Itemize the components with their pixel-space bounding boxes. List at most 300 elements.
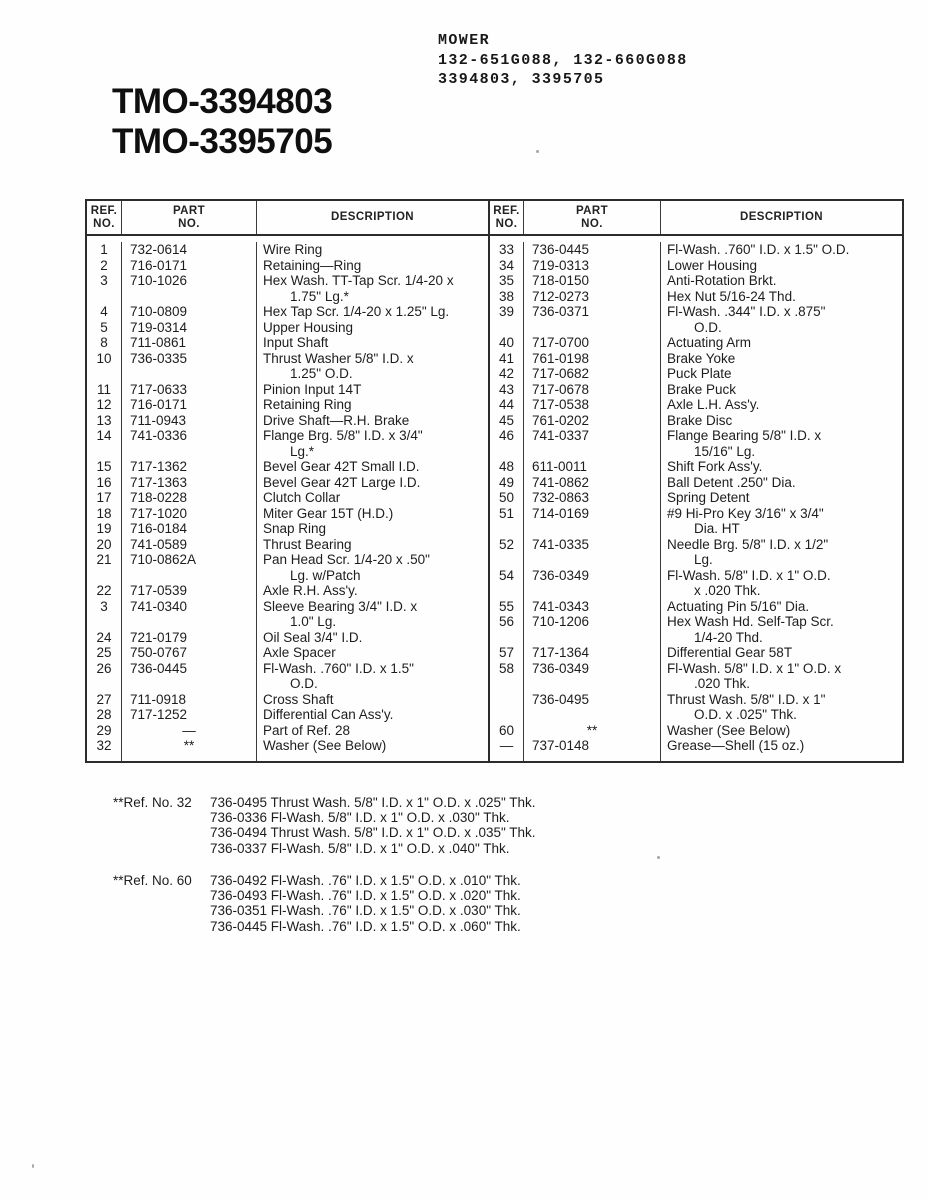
ref-no-cell: 24: [87, 630, 122, 646]
part-no-cell: 717-1252: [122, 707, 257, 723]
description-cell: Snap Ring: [263, 521, 327, 536]
part-no-cell: 717-1020: [122, 506, 257, 522]
table-row: [490, 475, 902, 491]
footnote-ref-32: [113, 795, 536, 856]
footnote-item: 736-0351 Fl-Wash. .76" I.D. x 1.5" O.D. x .030" Thk.: [210, 903, 521, 919]
scan-speck: [32, 1164, 34, 1168]
part-no-cell: 714-0169: [524, 506, 661, 522]
table-header-row: [87, 201, 488, 236]
ref-no-cell: 51: [490, 506, 524, 522]
footnote-item: 736-0493 Fl-Wash. .76" I.D. x 1.5" O.D. x .020" Thk.: [210, 888, 521, 904]
part-no-cell: 761-0198: [524, 351, 661, 367]
table-row-continuation: [490, 552, 902, 568]
table-row-continuation: [87, 366, 488, 382]
ref-no-cell: 54: [490, 568, 524, 584]
part-no-cell: 711-0918: [122, 692, 257, 708]
part-no-cell: 732-0863: [524, 490, 661, 506]
ref-no-cell: 38: [490, 289, 524, 305]
table-row: [490, 366, 902, 382]
table-row: [490, 568, 902, 584]
part-no-cell: 761-0202: [524, 413, 661, 429]
part-no-cell: 732-0614: [122, 242, 257, 258]
description-cell: Hex Nut 5/16-24 Thd.: [667, 288, 796, 304]
ref-no-cell: 48: [490, 459, 524, 475]
table-row: [87, 320, 488, 336]
table-row: [490, 661, 902, 677]
ref-no-cell: 17: [87, 490, 122, 506]
table-row: [490, 614, 902, 630]
ref-no-cell: [87, 614, 122, 630]
description-cell: 1.0" Lg.: [290, 614, 337, 629]
description-cell: Thrust Bearing: [263, 536, 352, 552]
footnote-item: 736-0336 Fl-Wash. 5/8" I.D. x 1" O.D. x .030" Thk.: [210, 810, 510, 826]
table-row: [490, 490, 902, 506]
part-no-cell: 750-0767: [122, 645, 257, 661]
description-cell: 1.25" O.D.: [290, 366, 353, 381]
ref-no-cell: 27: [87, 692, 122, 708]
machine-catalog-numbers: 3394803, 3395705: [438, 71, 605, 88]
table-row-continuation: [87, 568, 488, 584]
ref-no-cell: 8: [87, 335, 122, 351]
table-row: [490, 459, 902, 475]
part-no-cell: 719-0313: [524, 258, 661, 274]
document-title: [112, 82, 332, 162]
description-cell: Lg. w/Patch: [290, 567, 361, 583]
ref-no-cell: 2: [87, 258, 122, 274]
part-no-cell: 719-0314: [122, 320, 257, 336]
part-no-cell: 717-0682: [524, 366, 661, 382]
table-row: [490, 692, 902, 708]
description-cell: Washer (See Below): [263, 738, 387, 753]
ref-no-cell: [490, 320, 524, 336]
ref-no-cell: 55: [490, 599, 524, 615]
description-cell: Actuating Pin 5/16" Dia.: [667, 598, 810, 614]
part-no-cell: 717-0538: [524, 397, 661, 413]
column-header-description: DESCRIPTION: [331, 211, 414, 224]
ref-no-cell: [87, 366, 122, 382]
column-header-description: DESCRIPTION: [740, 211, 823, 224]
ref-no-cell: [490, 552, 524, 568]
title-line-2: TMO-3395705: [112, 122, 333, 161]
table-row: [87, 552, 488, 568]
ref-no-cell: 29: [87, 723, 122, 739]
parts-table-left-half: [87, 201, 490, 761]
footnote-label: **Ref. No. 60: [113, 873, 192, 888]
ref-no-cell: [87, 289, 122, 305]
table-row: [490, 258, 902, 274]
part-no-cell: 718-0150: [524, 273, 661, 289]
part-no-cell: 737-0148: [524, 738, 661, 754]
footnote-item: 736-0495 Thrust Wash. 5/8" I.D. x 1" O.D. x .025" Thk.: [210, 795, 536, 810]
table-row: [87, 242, 488, 258]
part-no-cell: 718-0228: [122, 490, 257, 506]
part-no-cell: 710-1206: [524, 614, 661, 630]
ref-no-cell: 35: [490, 273, 524, 289]
ref-no-cell: [490, 444, 524, 460]
part-no-cell: 717-0633: [122, 382, 257, 398]
machine-info: [438, 31, 688, 90]
table-row-continuation: [490, 444, 902, 460]
footnote-item: 736-0337 Fl-Wash. 5/8" I.D. x 1" O.D. x .040" Thk.: [210, 840, 510, 856]
description-cell: Hex Wash Hd. Self-Tap Scr.: [667, 614, 834, 629]
table-row: [490, 506, 902, 522]
ref-no-cell: [490, 676, 524, 692]
table-row: [490, 645, 902, 661]
part-no-cell: 710-0809: [122, 304, 257, 320]
ref-no-cell: [490, 521, 524, 537]
part-no-cell: [122, 289, 257, 305]
ref-no-cell: 13: [87, 413, 122, 429]
table-filler-row: [87, 754, 488, 762]
table-row-continuation: [87, 444, 488, 460]
description-cell: Brake Disc: [667, 412, 733, 428]
description-cell: #9 Hi-Pro Key 3/16" x 3/4": [667, 505, 824, 521]
table-body-right: [490, 236, 902, 761]
ref-no-cell: 40: [490, 335, 524, 351]
part-no-cell: 736-0445: [524, 242, 661, 258]
description-cell: Miter Gear 15T (H.D.): [263, 505, 394, 521]
description-cell: Bevel Gear 42T Small I.D.: [263, 459, 420, 474]
part-no-cell: 736-0349: [524, 568, 661, 584]
header-ref-line1: REF.: [493, 205, 520, 217]
table-row: [87, 382, 488, 398]
part-no-cell: 710-1026: [122, 273, 257, 289]
ref-no-cell: 46: [490, 428, 524, 444]
ref-no-cell: 50: [490, 490, 524, 506]
table-row: [490, 335, 902, 351]
description-cell: Differential Gear 58T: [667, 645, 793, 660]
table-row: [490, 289, 902, 305]
part-no-cell: [524, 583, 661, 599]
header-ref-line2: NO.: [93, 217, 115, 230]
footnote-item: 736-0494 Thrust Wash. 5/8" I.D. x 1" O.D. x .035" Thk.: [210, 825, 536, 841]
ref-no-cell: 41: [490, 351, 524, 367]
ref-no-cell: [490, 754, 524, 762]
parts-table: [85, 199, 904, 763]
scan-speck: [657, 856, 660, 859]
description-cell: 1/4-20 Thd.: [694, 629, 763, 645]
ref-no-cell: 20: [87, 537, 122, 553]
table-row: [87, 537, 488, 553]
table-row: [490, 397, 902, 413]
description-cell: Input Shaft: [263, 335, 329, 350]
description-cell: Cross Shaft: [263, 691, 334, 707]
table-row: [87, 630, 488, 646]
table-row: [490, 537, 902, 553]
description-cell: Axle R.H. Ass'y.: [263, 583, 358, 598]
part-no-cell: 741-0335: [524, 537, 661, 553]
ref-no-cell: 14: [87, 428, 122, 444]
table-row-continuation: [87, 614, 488, 630]
table-row: [87, 599, 488, 615]
table-row: [490, 599, 902, 615]
column-header-ref-no: [490, 201, 524, 234]
description-cell: Retaining—Ring: [263, 257, 362, 273]
ref-no-cell: 39: [490, 304, 524, 320]
description-cell: Fl-Wash. 5/8" I.D. x 1" O.D. x: [667, 660, 842, 676]
description-cell: Thrust Washer 5/8" I.D. x: [263, 350, 414, 366]
table-row-continuation: [490, 320, 902, 336]
part-no-cell: [524, 444, 661, 460]
description-cell: Lower Housing: [667, 257, 758, 273]
ref-no-cell: 26: [87, 661, 122, 677]
description-cell: Brake Puck: [667, 381, 737, 397]
part-no-cell: [524, 552, 661, 568]
scan-speck: [536, 150, 539, 153]
part-no-cell: 717-1363: [122, 475, 257, 491]
description-cell: Part of Ref. 28: [263, 722, 351, 738]
table-row: [490, 413, 902, 429]
table-row-continuation: [490, 676, 902, 692]
ref-no-cell: [87, 676, 122, 692]
table-row-continuation: [87, 676, 488, 692]
part-no-cell: 717-0539: [122, 583, 257, 599]
ref-no-cell: 56: [490, 614, 524, 630]
table-row: [87, 304, 488, 320]
description-cell: Fl-Wash. .760" I.D. x 1.5": [263, 660, 414, 676]
description-cell: Lg.: [694, 552, 713, 567]
table-row: [87, 413, 488, 429]
column-header-ref-no: [87, 201, 122, 234]
description-cell: Ball Detent .250" Dia.: [667, 474, 796, 490]
description-cell: Grease—Shell (15 oz.): [667, 738, 805, 753]
ref-no-cell: 3: [87, 599, 122, 615]
table-row: [87, 723, 488, 739]
description-cell: Needle Brg. 5/8" I.D. x 1/2": [667, 536, 829, 552]
table-row-continuation: [490, 583, 902, 599]
description-cell: Fl-Wash. 5/8" I.D. x 1" O.D.: [667, 567, 831, 583]
part-no-cell: [122, 754, 257, 762]
ref-no-cell: [490, 692, 524, 708]
ref-no-cell: 10: [87, 351, 122, 367]
part-no-cell: [524, 754, 661, 762]
table-row: [87, 583, 488, 599]
description-cell: O.D. x .025" Thk.: [694, 707, 797, 722]
footnote-items: [210, 795, 536, 856]
part-no-cell: 721-0179: [122, 630, 257, 646]
part-no-cell: 716-0171: [122, 258, 257, 274]
table-row: [87, 351, 488, 367]
table-body-left: [87, 236, 488, 761]
column-header-part-no: [524, 201, 661, 234]
machine-model-numbers: 132-651G088, 132-660G088: [438, 51, 688, 69]
description-cell: 15/16" Lg.: [694, 443, 756, 459]
description-cell: Sleeve Bearing 3/4" I.D. x: [263, 598, 418, 614]
part-no-cell: 716-0184: [122, 521, 257, 537]
header-ref-line1: REF.: [90, 205, 118, 217]
ref-no-cell: 42: [490, 366, 524, 382]
part-no-cell: 741-0337: [524, 428, 661, 444]
header-part-line2: NO.: [581, 217, 603, 230]
ref-no-cell: 21: [87, 552, 122, 568]
ref-no-cell: 58: [490, 661, 524, 677]
part-no-cell: [122, 676, 257, 692]
part-no-cell: 717-0678: [524, 382, 661, 398]
table-row: [87, 661, 488, 677]
table-row: [87, 490, 488, 506]
ref-no-cell: 5: [87, 320, 122, 336]
ref-no-cell: 43: [490, 382, 524, 398]
ref-no-cell: 45: [490, 413, 524, 429]
description-cell: Axle Spacer: [263, 645, 336, 660]
ref-no-cell: 16: [87, 475, 122, 491]
table-row: [87, 397, 488, 413]
footnote-ref-60: [113, 873, 521, 934]
footnote-item: 736-0445 Fl-Wash. .76" I.D. x 1.5" O.D. x .060" Thk.: [210, 918, 521, 934]
part-no-cell: 741-0589: [122, 537, 257, 553]
description-cell: O.D.: [694, 319, 722, 335]
description-cell: [661, 754, 902, 762]
description-cell: Wire Ring: [263, 242, 323, 257]
table-header-row: [490, 201, 902, 236]
ref-no-cell: 22: [87, 583, 122, 599]
ref-no-cell: [87, 568, 122, 584]
part-no-cell: [122, 444, 257, 460]
part-no-cell: 741-0340: [122, 599, 257, 615]
footnote-label: **Ref. No. 32: [113, 795, 192, 810]
ref-no-cell: 12: [87, 397, 122, 413]
footnote-item: 736-0492 Fl-Wash. .76" I.D. x 1.5" O.D. x .010" Thk.: [210, 873, 521, 888]
part-no-cell: 736-0445: [122, 661, 257, 677]
ref-no-cell: 60: [490, 723, 524, 739]
table-row: [87, 335, 488, 351]
part-no-cell: [524, 676, 661, 692]
ref-no-cell: 1: [87, 242, 122, 258]
description-cell: Brake Yoke: [667, 350, 736, 366]
description-cell: Fl-Wash. .344" I.D. x .875": [667, 304, 826, 319]
description-cell: Pinion Input 14T: [263, 381, 362, 397]
table-row: [490, 428, 902, 444]
part-no-cell: 717-0700: [524, 335, 661, 351]
description-cell: Pan Head Scr. 1/4-20 x .50": [263, 552, 430, 567]
part-no-cell: 611-0011: [524, 459, 661, 475]
part-no-cell: 712-0273: [524, 289, 661, 305]
table-row: [87, 459, 488, 475]
table-row: [490, 242, 902, 258]
ref-no-cell: 49: [490, 475, 524, 491]
footnote-items: [210, 873, 521, 934]
ref-no-cell: 52: [490, 537, 524, 553]
description-cell: Flange Bearing 5/8" I.D. x: [667, 428, 822, 443]
part-no-cell: 716-0171: [122, 397, 257, 413]
part-no-cell: **: [524, 723, 661, 739]
ref-no-cell: —: [490, 738, 524, 754]
description-cell: Thrust Wash. 5/8" I.D. x 1": [667, 691, 826, 707]
description-cell: Spring Detent: [667, 490, 750, 505]
part-no-cell: 710-0862A: [122, 552, 257, 568]
header-ref-line2: NO.: [495, 217, 518, 230]
part-no-cell: [122, 614, 257, 630]
part-no-cell: **: [122, 738, 257, 754]
description-cell: Anti-Rotation Brkt.: [667, 273, 777, 288]
part-no-cell: 711-0943: [122, 413, 257, 429]
table-row: [87, 506, 488, 522]
ref-no-cell: [490, 707, 524, 723]
part-no-cell: 741-0336: [122, 428, 257, 444]
ref-no-cell: [87, 444, 122, 460]
description-cell: Axle L.H. Ass'y.: [667, 397, 760, 412]
description-cell: Puck Plate: [667, 366, 732, 381]
part-no-cell: [122, 568, 257, 584]
title-line-1: TMO-3394803: [112, 82, 333, 121]
description-cell: Bevel Gear 42T Large I.D.: [263, 474, 421, 490]
description-cell: Dia. HT: [694, 521, 740, 536]
ref-no-cell: 19: [87, 521, 122, 537]
ref-no-cell: [490, 630, 524, 646]
table-row: [490, 304, 902, 320]
description-cell: Retaining Ring: [263, 397, 352, 412]
table-row-continuation: [490, 707, 902, 723]
description-cell: Shift Fork Ass'y.: [667, 459, 763, 474]
table-row: [490, 382, 902, 398]
part-no-cell: [524, 707, 661, 723]
description-cell: [257, 754, 488, 762]
description-cell: Differential Can Ass'y.: [263, 707, 394, 722]
table-row: [87, 521, 488, 537]
part-no-cell: [524, 521, 661, 537]
description-cell: Upper Housing: [263, 319, 354, 335]
part-no-cell: [122, 366, 257, 382]
description-cell: Hex Wash. TT-Tap Scr. 1/4-20 x: [263, 273, 454, 288]
ref-no-cell: 4: [87, 304, 122, 320]
description-cell: Lg.*: [290, 443, 315, 459]
part-no-cell: 736-0495: [524, 692, 661, 708]
ref-no-cell: 3: [87, 273, 122, 289]
part-no-cell: 741-0862: [524, 475, 661, 491]
part-no-cell: [524, 320, 661, 336]
description-cell: Fl-Wash. .760" I.D. x 1.5" O.D.: [667, 242, 850, 257]
description-cell: 1.75" Lg.*: [290, 288, 349, 304]
part-no-cell: 717-1364: [524, 645, 661, 661]
table-row: [87, 273, 488, 289]
ref-no-cell: 11: [87, 382, 122, 398]
ref-no-cell: 44: [490, 397, 524, 413]
part-no-cell: 736-0371: [524, 304, 661, 320]
table-row: [490, 273, 902, 289]
column-header-part-no: [122, 201, 257, 234]
description-cell: O.D.: [290, 676, 318, 691]
table-row: [87, 738, 488, 754]
ref-no-cell: [87, 754, 122, 762]
ref-no-cell: 18: [87, 506, 122, 522]
description-cell: Drive Shaft—R.H. Brake: [263, 412, 410, 428]
header-part-line1: PART: [172, 205, 206, 217]
part-no-cell: 736-0349: [524, 661, 661, 677]
description-cell: Hex Tap Scr. 1/4-20 x 1.25" Lg.: [263, 304, 450, 319]
part-no-cell: 717-1362: [122, 459, 257, 475]
description-cell: Flange Brg. 5/8" I.D. x 3/4": [263, 428, 423, 443]
machine-type: MOWER: [438, 32, 491, 49]
ref-no-cell: 32: [87, 738, 122, 754]
table-row-continuation: [87, 289, 488, 305]
ref-no-cell: 28: [87, 707, 122, 723]
description-cell: Actuating Arm: [667, 335, 752, 350]
part-no-cell: —: [122, 723, 257, 739]
part-no-cell: 741-0343: [524, 599, 661, 615]
description-cell: .020 Thk.: [694, 676, 751, 691]
table-row: [490, 738, 902, 754]
ref-no-cell: 34: [490, 258, 524, 274]
ref-no-cell: 25: [87, 645, 122, 661]
table-row: [87, 475, 488, 491]
table-row: [87, 707, 488, 723]
table-row: [87, 645, 488, 661]
description-cell: Washer (See Below): [667, 722, 791, 738]
part-no-cell: 736-0335: [122, 351, 257, 367]
header-part-line1: PART: [575, 205, 609, 217]
table-row: [87, 692, 488, 708]
ref-no-cell: 33: [490, 242, 524, 258]
